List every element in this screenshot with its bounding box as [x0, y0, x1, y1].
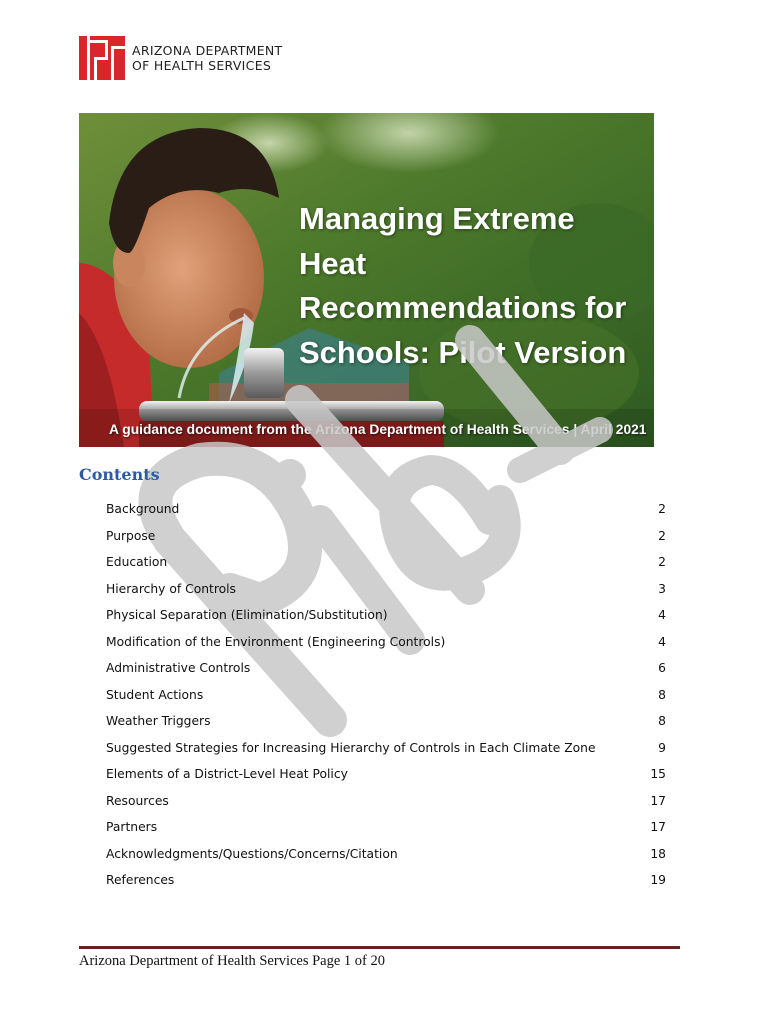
- org-name-line2: OF HEALTH SERVICES: [132, 58, 272, 73]
- toc-entry-page: 2: [658, 528, 666, 543]
- cover-hero-image: [79, 113, 654, 447]
- toc-entry-label: Resources: [106, 793, 169, 808]
- title-line-4: Schools: Pilot Version: [299, 334, 627, 370]
- toc-entry[interactable]: [106, 684, 666, 711]
- toc-entry[interactable]: [106, 737, 666, 764]
- title-line-3: Recommendations for: [299, 290, 627, 325]
- title-line-2: Heat: [299, 245, 367, 281]
- toc-entry[interactable]: [106, 631, 666, 658]
- toc-entry[interactable]: [106, 710, 666, 737]
- toc-entry-label: Suggested Strategies for Increasing Hierarchy of Controls in Each Climate Zone: [106, 740, 596, 755]
- toc-entry-label: Hierarchy of Controls: [106, 581, 236, 596]
- document-subtitle: A guidance document from the Arizona Department of Health Services | April 2021: [109, 422, 647, 437]
- toc-entry-label: Background: [106, 502, 180, 516]
- toc-entry-label: Administrative Controls: [106, 661, 251, 675]
- toc-entry-page: 4: [658, 608, 666, 622]
- toc-entry-label: Student Actions: [106, 687, 204, 702]
- toc-entry[interactable]: [106, 657, 666, 684]
- toc-entry[interactable]: [106, 498, 666, 525]
- title-line-1: Managing Extreme: [299, 201, 575, 236]
- footer-page-info: Arizona Department of Health Services Page 1 of 20: [79, 953, 386, 969]
- contents-heading: Contents: [79, 465, 160, 484]
- toc-entry[interactable]: [106, 763, 666, 790]
- toc-entry-label: Modification of the Environment (Engineering Controls): [106, 634, 446, 649]
- toc-entry-label: Weather Triggers: [106, 714, 211, 728]
- toc-entry-label: References: [106, 873, 175, 887]
- toc-entry-label: Purpose: [106, 528, 156, 543]
- toc-entry[interactable]: [106, 604, 666, 631]
- toc-entry-page: 15: [650, 767, 666, 781]
- toc-entry[interactable]: [106, 816, 666, 843]
- toc-entry-page: 19: [650, 873, 666, 887]
- toc-entry[interactable]: [106, 869, 666, 896]
- toc-entry-page: 9: [658, 740, 666, 755]
- toc-entry-page: 3: [658, 581, 666, 596]
- toc-entry-page: 18: [650, 846, 666, 861]
- toc-entry[interactable]: [106, 578, 666, 605]
- toc-entry-page: 8: [658, 714, 666, 728]
- toc-entry[interactable]: [106, 525, 666, 552]
- adhs-logo-icon: [79, 36, 125, 80]
- toc-entry[interactable]: [106, 551, 666, 578]
- toc-entry-page: 6: [658, 661, 666, 675]
- toc-entry-page: 17: [650, 820, 666, 834]
- toc-entry-label: Partners: [106, 820, 158, 834]
- toc-entry-page: 8: [658, 687, 666, 702]
- toc-entry-page: 2: [658, 555, 666, 569]
- toc-entry-page: 2: [658, 502, 666, 516]
- document-title: [299, 197, 649, 375]
- toc-entry-page: 17: [650, 793, 666, 808]
- toc-entry-label: Acknowledgments/Questions/Concerns/Citation: [106, 846, 398, 861]
- toc-entry-label: Elements of a District-Level Heat Policy: [106, 767, 348, 781]
- table-of-contents: [106, 498, 666, 896]
- footer-divider: [79, 946, 680, 949]
- toc-entry[interactable]: [106, 843, 666, 870]
- toc-entry-label: Education: [106, 555, 168, 569]
- toc-entry[interactable]: [106, 790, 666, 817]
- org-logo: [79, 36, 283, 80]
- org-name: [132, 43, 283, 73]
- toc-entry-label: Physical Separation (Elimination/Substitution): [106, 608, 388, 622]
- org-name-line1: ARIZONA DEPARTMENT: [132, 43, 283, 58]
- toc-entry-page: 4: [658, 634, 666, 649]
